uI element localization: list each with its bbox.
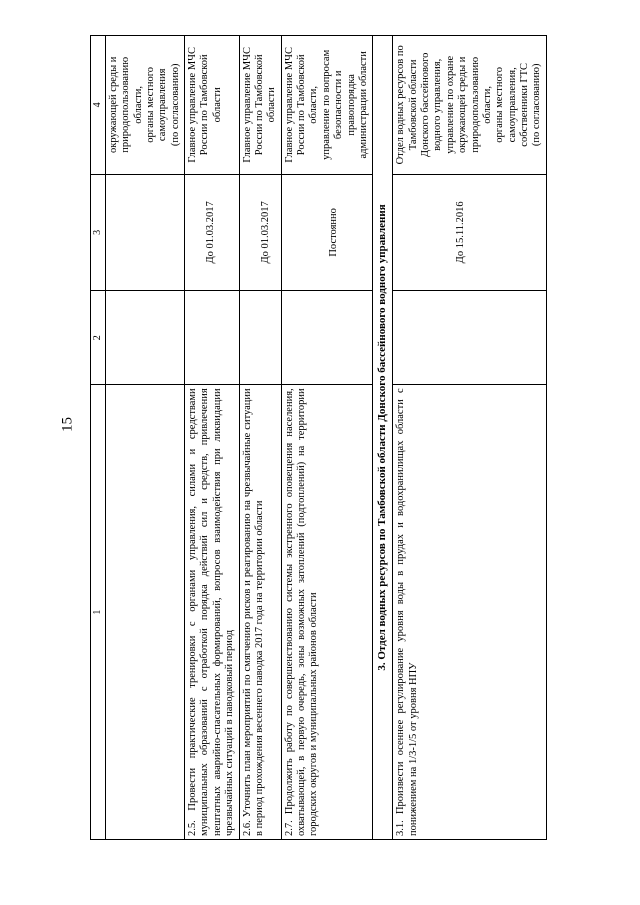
measure-date: До 01.03.2017 bbox=[259, 201, 271, 264]
table-row bbox=[105, 36, 184, 840]
column-header-1: 1 bbox=[91, 385, 106, 840]
measures-table bbox=[90, 35, 547, 840]
table-row bbox=[281, 36, 373, 840]
section-title: 3. Отдел водных ресурсов по Тамбовской области Донского бассейнового водного управления bbox=[373, 36, 393, 840]
measure-responsible: Главное управление МЧС России по Тамбовской области bbox=[239, 36, 281, 175]
column-header-row bbox=[91, 36, 106, 840]
column-header-2: 2 bbox=[91, 291, 106, 385]
measure-date: До 15.11.2016 bbox=[455, 201, 467, 264]
table-row bbox=[185, 36, 240, 840]
measure-text: 3.1. Произвести осеннее регулирование уровня воды в прудах и водохранилищах области с понижением на 1/3-1/5 от уровня НПУ bbox=[393, 385, 547, 840]
measure-text: 2.6. Уточнить план мероприятий по смягчению рисков и реагированию на чрезвычайные ситуации в период прохождения весеннего паводка 2017 года на территории области bbox=[239, 385, 281, 840]
measure-date bbox=[105, 174, 184, 290]
measure-col2 bbox=[185, 291, 240, 385]
measure-col2 bbox=[281, 291, 373, 385]
page-number: 15 bbox=[59, 417, 76, 432]
measure-responsible: Отдел водных ресурсов по Тамбовской области Донского бассейнового водного управления, управление по охране окружающей среды и природопользованию области, органы местного самоуправления, собственники ГТС (по согласованию) bbox=[393, 36, 547, 175]
measure-date: Постоянно bbox=[327, 208, 339, 257]
measure-col2 bbox=[393, 291, 547, 385]
measure-responsible: окружающей среды и природопользованию области, органы местного самоуправления (по согласованию) bbox=[105, 36, 184, 175]
measure-text: 2.5. Провести практические тренировки с органами управления, силами и средствами муниципальных образований с отработкой порядка действий сил и средств, привлечения нештатных аварийно-спасательных формирований, вопросов взаимодействия при ликвидации чрезвычайных ситуаций в паводковый период bbox=[185, 385, 240, 840]
measure-responsible: Главное управление МЧС России по Тамбовской области bbox=[185, 36, 240, 175]
measures-table-sheet bbox=[90, 35, 543, 840]
measure-text: 2.7. Продолжить работу по совершенствованию системы экстренного оповещения населения, охватывающей, в первую очередь, зоны возможных затоплений (подтоплений) на территории городских округов и муниципальных районов области bbox=[281, 385, 373, 840]
section-row bbox=[373, 36, 393, 840]
column-header-4: 4 bbox=[91, 36, 106, 175]
table-row bbox=[239, 36, 281, 840]
measure-col2 bbox=[105, 291, 184, 385]
measure-responsible: Главное управление МЧС России по Тамбовской области, управление по вопросам безопасности и правопорядка администрации области bbox=[281, 36, 373, 175]
measure-date: До 01.03.2017 bbox=[205, 201, 217, 264]
column-header-3: 3 bbox=[91, 174, 106, 290]
measure-text bbox=[105, 385, 184, 840]
measure-col2 bbox=[239, 291, 281, 385]
table-row bbox=[393, 36, 547, 840]
